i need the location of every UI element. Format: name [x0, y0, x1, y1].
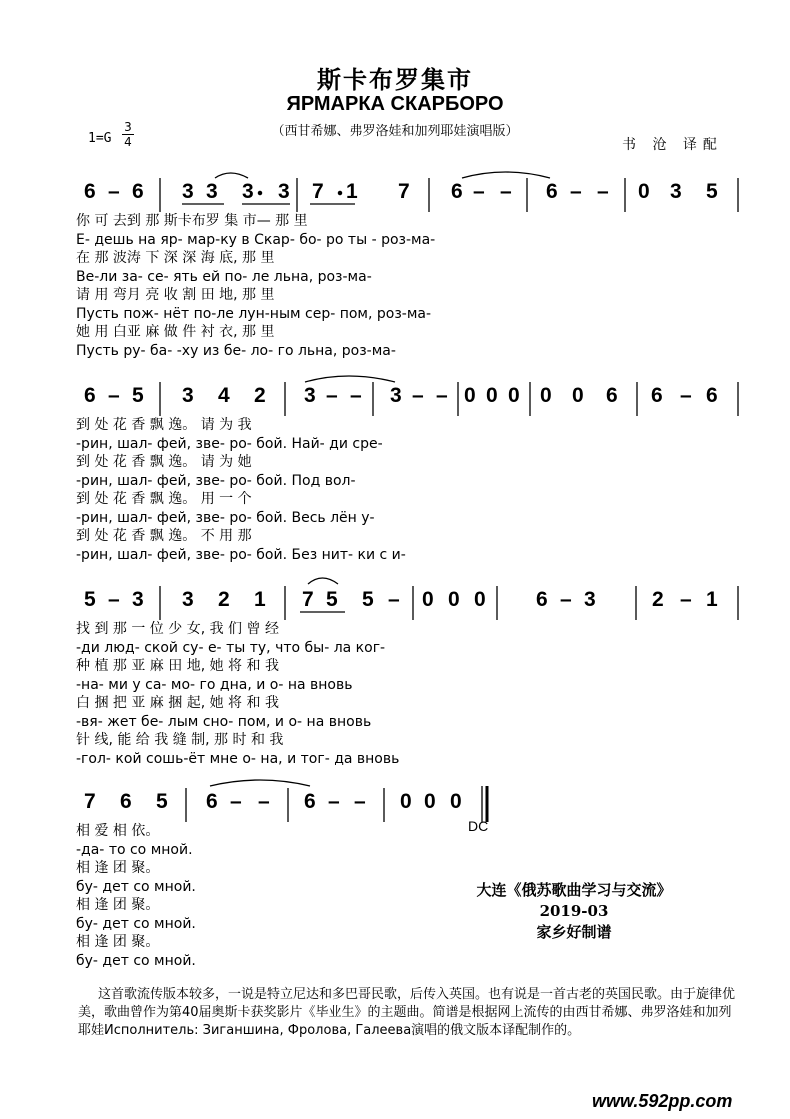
- lyric-line: 在 那 波涛 下 深 深 海 底, 那 里: [76, 250, 275, 266]
- lyric-line: -ди люд- ской су- е- ты ту, что бы- ла ког-: [76, 639, 386, 656]
- song-title-russian: ЯРМАРКА СКАРБОРО: [286, 93, 504, 115]
- lyric-line: 到 处 花 香 飘 逸。 请 为 她: [76, 454, 252, 470]
- lyric-line: 相 逢 团 聚。: [76, 860, 160, 876]
- lyric-line: 白 捆 把 亚 麻 捆 起, 她 将 和 我: [76, 695, 279, 711]
- lyric-line: Е- дешь на яр- мар-ку в Скар- бо- ро ты - роз-ма-: [76, 231, 436, 248]
- staff-row-4: 7 6 5 6 – – 6 – – 0 0 0 DC 相 爱 相 依。 -да- то со мной. 相 逢 团 聚。 бу- дет со мной. 相 逢 团 聚。 бу- дет со мной. 相 逢 团 聚。 бу- дет со мной.: [0, 778, 790, 968]
- site-watermark: www.592pp.com: [592, 1091, 733, 1111]
- lyric-line: -рин, шал- фей, зве- ро- бой. Без нит- ки с и-: [76, 546, 406, 563]
- lyric-line: 到 处 花 香 飘 逸。 不 用 那: [76, 528, 252, 544]
- credit-line: 大连《俄苏歌曲学习与交流》: [476, 881, 672, 899]
- lyric-line: 相 逢 团 聚。: [76, 897, 160, 913]
- lyric-line: 她 用 白亚 麻 做 件 衬 衣, 那 里: [76, 324, 275, 340]
- lyric-line: 针 线, 能 给 我 缝 制, 那 时 和 我: [76, 732, 284, 748]
- meter-top: 3: [124, 120, 132, 134]
- staff-row-3: 5 – 3 3 2 1 7 5 5 – 0 0 0 6 – 3 2 – 1 找 到 那 一 位 少 女, 我 们 曾 经 -ди люд- ской су- е- ты ту, что бы- ла ког- 种 植 那 亚 麻 田 地, 她 将 和 我 -на- ми у са- мо- го дна, и о- на вновь 白 捆 把 亚 麻 捆 起, 她 将 和 我 -вя- жет бе- лым сно- пом, и о- на вновь 针 线, 能 给 我 缝 制, 那 时 和 我 -гол- кой сошь-ёт мне о- на, и тог- да вновь: [0, 576, 790, 766]
- lyric-line: -рин, шал- фей, зве- ро- бой. Весь лён у-: [76, 509, 375, 526]
- subtitle: （西甘希娜、弗罗洛娃和加列耶娃演唱版）: [271, 124, 519, 139]
- staff-row-1: 6 – 6 3 3 3 3 7 1 7 6 – – 6 – – 0 3 5 你 可 去到 那 斯卡布罗 集 市— 那 里 Е- дешь на яр- мар-ку в Скар- бо- ро ты - роз-ма- 在 那 波涛 下 深 深 海 底, 那 里 Ве-ли за- се- ять ей по- ле льна, роз-ма- 请 用 弯月 亮 收 割 田 地, 那 里 Пусть пож- нёт по-ле лун-ным сер- пом, роз-ма- 她 用 白亚 麻 做 件 衬 衣, 那 里 Пусть ру- ба- -ху из бе- ло- го льна, роз-ма-: [0, 168, 790, 358]
- transcriber-credit: [424, 880, 724, 943]
- lyric-line: бу- дет со мной.: [76, 878, 196, 895]
- lyric-line: -гол- кой сошь-ёт мне о- на, и тог- да вновь: [76, 750, 400, 767]
- key-signature: 1=G: [88, 131, 112, 146]
- lyrics-row-3: [76, 620, 399, 768]
- lyric-line: -вя- жет бе- лым сно- пом, и о- на вновь: [76, 713, 372, 730]
- lyric-line: Пусть пож- нёт по-ле лун-ным сер- пом, роз-ма-: [76, 305, 432, 322]
- lyric-line: -рин, шал- фей, зве- ро- бой. Под вол-: [76, 472, 356, 489]
- lyric-line: бу- дет со мной.: [76, 952, 196, 969]
- lyric-line: -на- ми у са- мо- го дна, и о- на вновь: [76, 676, 353, 693]
- lyric-line: 请 用 弯月 亮 收 割 田 地, 那 里: [76, 287, 275, 303]
- time-signature: [122, 120, 134, 149]
- lyrics-row-1: [76, 212, 435, 360]
- lyric-line: 相 逢 团 聚。: [76, 934, 160, 950]
- lyric-line: Ве-ли за- се- ять ей по- ле льна, роз-ма-: [76, 268, 372, 285]
- lyric-line: Пусть ру- ба- -ху из бе- ло- го льна, роз-ма-: [76, 342, 396, 359]
- da-capo-mark: DC: [468, 818, 489, 834]
- lyric-line: 到 处 花 香 飘 逸。 请 为 我: [76, 417, 252, 433]
- lyrics-row-2: [76, 416, 406, 564]
- credit-date: 2019-03: [539, 902, 609, 920]
- lyric-line: бу- дет со мной.: [76, 915, 196, 932]
- lyric-line: -да- то со мной.: [76, 841, 193, 858]
- arranger: 书 沧 译配: [622, 137, 723, 153]
- lyrics-row-4: [76, 822, 196, 970]
- lyric-line: 找 到 那 一 位 少 女, 我 们 曾 经: [76, 621, 279, 637]
- lyric-line: 到 处 花 香 飘 逸。 用 一 个: [76, 491, 252, 507]
- credit-author: 家乡好制谱: [536, 923, 612, 941]
- staff-row-2: 6 – 5 3 4 2 3 – – 3 – – 0 0 0 0 0 6 6 – 6 到 处 花 香 飘 逸。 请 为 我 -рин, шал- фей, зве- ро- бой. Най- ди сре- 到 处 花 香 飘 逸。 请 为 她 -рин, шал- фей, зве- ро- бой. Под вол- 到 处 花 香 飘 逸。 用 一 个 -рин, шал- фей, зве- ро- бой. Весь лён у- 到 处 花 香 飘 逸。 不 用 那 -рин, шал- фей, зве- ро- бой. Без нит- ки с и-: [0, 372, 790, 562]
- song-title-chinese: 斯卡布罗集市: [317, 65, 473, 94]
- lyric-line: -рин, шал- фей, зве- ро- бой. Най- ди сре-: [76, 435, 383, 452]
- lyric-line: 种 植 那 亚 麻 田 地, 她 将 和 我: [76, 658, 279, 674]
- song-note: 这首歌流传版本较多，一说是特立尼达和多巴哥民歌，后传入英国。也有说是一首古老的英国民歌。由于旋律优美，歌曲曾作为第40届奥斯卡获奖影片《毕业生》的主题曲。简谱是根据网上流传的由西甘希娜、弗罗洛娃和加列耶娃Исполнитель: Зиганшина, Фролова, Галеева演唱的俄文版本译配制作的。: [78, 987, 736, 1038]
- lyric-line: 你 可 去到 那 斯卡布罗 集 市— 那 里: [76, 213, 308, 229]
- staff-row-4-lines: [0, 778, 790, 828]
- meter-bottom: 4: [124, 135, 132, 149]
- lyric-line: 相 爱 相 依。: [76, 823, 160, 839]
